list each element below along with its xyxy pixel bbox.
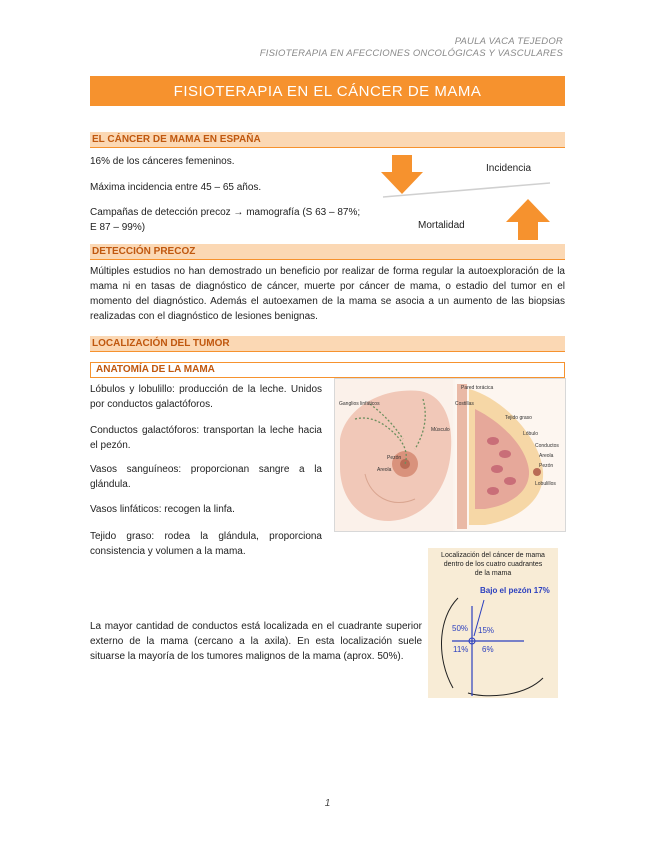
text-line: Campañas de detección precoz → mamografía (S 63 – 87%;	[90, 207, 361, 218]
label-tejido: Tejido graso	[505, 415, 532, 421]
paragraph-vasos-linfaticos: Vasos linfáticos: recogen la linfa.	[90, 504, 235, 515]
quadrant-lower-outer: 11%	[453, 645, 469, 654]
subsection-heading-anatomia: ANATOMÍA DE LA MAMA	[90, 362, 565, 378]
text-line: Máxima incidencia entre 45 – 65 años.	[90, 182, 262, 193]
label-pezon-left: Pezón	[387, 455, 402, 461]
quadrant-title-line: de la mama	[474, 570, 512, 577]
paragraph-cuadrante: La mayor cantidad de conductos está localizada en el cuadrante superior externo de la mama (cercano a la axila). En esta localización suele situarse la mayoría de los tumores malignos de la mama (aprox. 50%).	[90, 621, 422, 662]
up-arrow-icon	[506, 199, 550, 240]
breast-quadrant-figure	[428, 548, 558, 698]
paragraph-tejido-graso: Tejido graso: rodea la glándula, proporciona consistencia y volumen a la mama.	[90, 531, 322, 557]
paragraph-lobulos: Lóbulos y lobulillo: producción de la leche. Unidos por conductos galactóforos.	[90, 384, 322, 410]
trend-arrows-graphic	[380, 150, 560, 245]
breast-anatomy-figure	[334, 378, 566, 532]
label-pared: Pared torácica	[461, 385, 494, 391]
paragraph-deteccion: Múltiples estudios no han demostrado un beneficio por realizar de forma regular la autoexploración de la mama ni en tasas de diagnóstico de cáncer, muerte por cáncer de mama, o estadio del tumor en el momento del diagnóstico. Además el autoexamen de la mama se asocia a un aumento de las biopsias realizadas con el diagnóstico de lesiones benignas.	[90, 266, 565, 322]
quadrant-title-line: dentro de los cuatro cuadrantes	[443, 561, 543, 568]
quadrant-title-line: Localización del cáncer de mama	[441, 552, 545, 559]
section-heading-cancer-espana: EL CÁNCER DE MAMA EN ESPAÑA	[90, 132, 565, 148]
quadrant-lower-inner: 6%	[482, 645, 494, 654]
down-arrow-icon	[381, 155, 423, 194]
text-line: E 87 – 99%)	[90, 222, 146, 233]
label-areola-left: Areola	[377, 467, 392, 473]
label-musculo: Músculo	[431, 427, 450, 433]
label-ganglios: Ganglios linfáticos	[339, 401, 380, 407]
page-header	[260, 36, 563, 60]
label-lobulo: Lóbulo	[523, 431, 539, 437]
header-course: FISIOTERAPIA EN AFECCIONES ONCOLÓGICAS Y VASCULARES	[259, 48, 563, 59]
label-incidencia: Incidencia	[486, 163, 532, 174]
label-costillas: Costillas	[455, 401, 474, 407]
label-lobulillos: Lobulillos	[535, 481, 556, 487]
label-conductos: Conductos	[535, 443, 559, 449]
document-title: FISIOTERAPIA EN EL CÁNCER DE MAMA	[90, 76, 565, 106]
page-number: 1	[324, 798, 331, 809]
header-author: PAULA VACA TEJEDOR	[454, 36, 563, 47]
text-line: 16% de los cánceres femeninos.	[90, 156, 235, 167]
label-pezon-right: Pezón	[539, 463, 554, 469]
paragraph-vasos-sanguineos: Vasos sanguíneos: proporcionan sangre a la glándula.	[90, 464, 322, 490]
section-heading-deteccion-precoz: DETECCIÓN PRECOZ	[90, 244, 565, 260]
paragraph-conductos: Conductos galactóforos: transportan la leche hacia el pezón.	[90, 425, 322, 451]
label-mortalidad: Mortalidad	[418, 220, 465, 231]
label-areola-right: Areola	[539, 453, 554, 459]
section-heading-localizacion: LOCALIZACIÓN DEL TUMOR	[90, 336, 565, 352]
nipple-label: Bajo el pezón 17%	[480, 586, 550, 595]
quadrant-upper-inner: 15%	[478, 626, 495, 635]
quadrant-upper-outer: 50%	[452, 624, 469, 633]
